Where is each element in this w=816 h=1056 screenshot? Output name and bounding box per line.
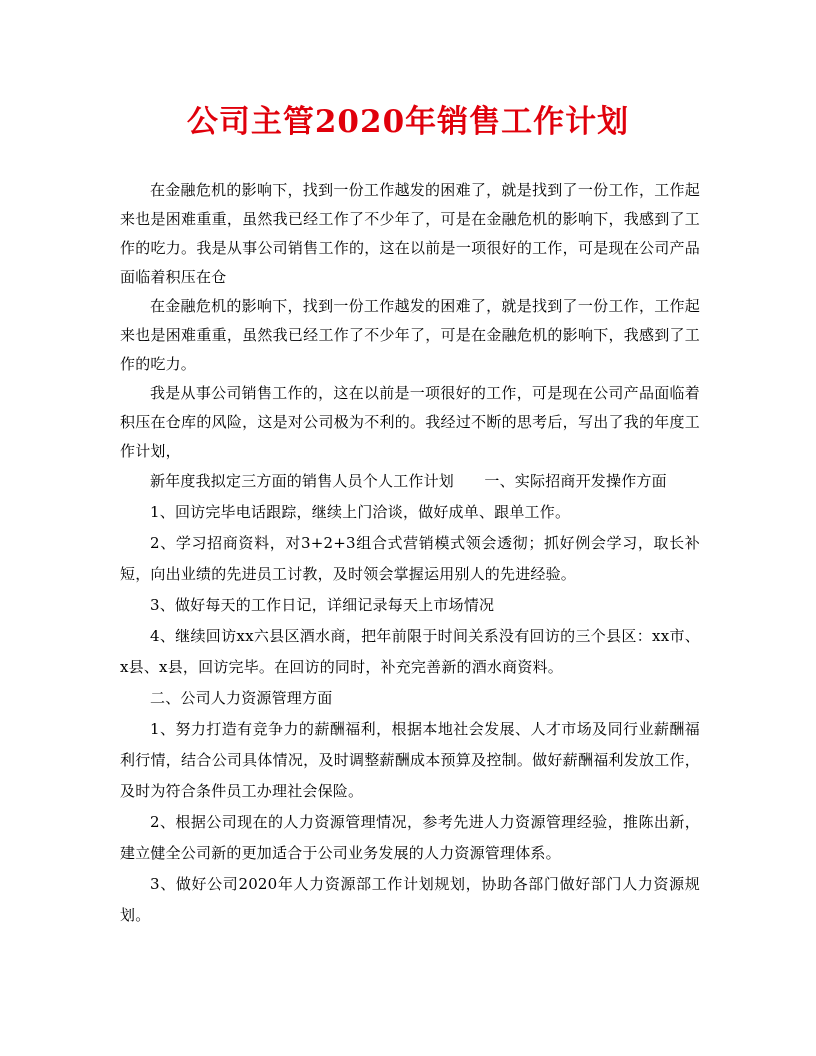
paragraph-plan-heading: 新年度我拟定三方面的销售人员个人工作计划 一、实际招商开发操作方面 [150, 472, 667, 490]
document-title: 公司主管2020年销售工作计划 [186, 104, 630, 140]
list-item-revisit: 4、继续回访xx六县区酒水商，把年前限于时间关系没有回访的三个县区：xx市、x县、x县，回访完毕。在回访的同时，补充完善新的酒水商资料。 [120, 627, 700, 676]
list-item-hr-plan: 3、做好公司2020年人力资源部工作计划规划，协助各部门做好部门人力资源规划。 [120, 875, 700, 924]
paragraph-context: 我是从事公司销售工作的，这在以前是一项很好的工作，可是现在公司产品面临着积压在仓库的风险，这是对公司极为不利的。我经过不断的思考后，写出了我的年度工作计划， [120, 384, 700, 460]
section-heading-hr: 二、公司人力资源管理方面 [150, 689, 333, 707]
paragraph-repeat: 在金融危机的影响下，找到一份工作越发的困难了，就是找到了一份工作，工作起来也是困难重重，虽然我已经工作了不少年了，可是在金融危机的影响下，我感到了工作的吃力。 [120, 297, 700, 373]
list-item-hr-system: 2、根据公司现在的人力资源管理情况，参考先进人力资源管理经验，推陈出新，建立健全公司新的更加适合于公司业务发展的人力资源管理体系。 [120, 813, 700, 862]
list-item-study: 2、学习招商资料，对3+2+3组合式营销模式领会透彻；抓好例会学习，取长补短，向出业绩的先进员工讨教，及时领会掌握运用别人的先进经验。 [120, 534, 700, 583]
list-item-diary: 3、做好每天的工作日记，详细记录每天上市场情况 [150, 596, 495, 614]
list-item-followup: 1、回访完毕电话跟踪，继续上门洽谈，做好成单、跟单工作。 [150, 503, 571, 521]
document-body [120, 176, 700, 931]
paragraph-intro: 在金融危机的影响下，找到一份工作越发的困难了，就是找到了一份工作，工作起来也是困难重重，虽然我已经工作了不少年了，可是在金融危机的影响下，我感到了工作的吃力。我是从事公司销售工作的，这在以前是一项很好的工作，可是现在公司产品面临着积压在仓 [120, 181, 700, 286]
list-item-compensation: 1、努力打造有竞争力的薪酬福利，根据本地社会发展、人才市场及同行业薪酬福利行情，结合公司具体情况，及时调整薪酬成本预算及控制。做好薪酬福利发放工作，及时为符合条件员工办理社会保险。 [120, 720, 700, 800]
